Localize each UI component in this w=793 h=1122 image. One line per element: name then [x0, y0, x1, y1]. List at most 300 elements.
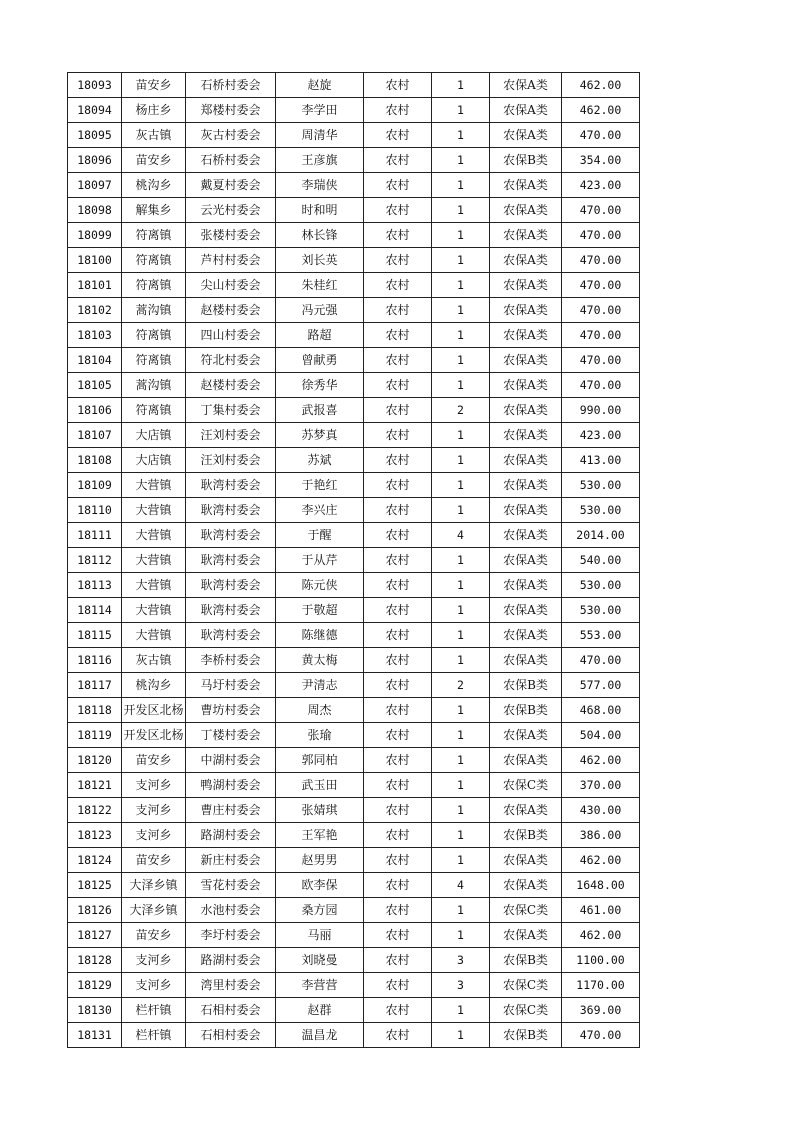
table-row: [68, 523, 640, 548]
record-id-cell: 18115: [68, 623, 122, 648]
name-cell: 苏斌: [276, 448, 364, 473]
township-cell: 桃沟乡: [122, 673, 186, 698]
household-count-cell: 1: [432, 1023, 490, 1048]
table-row: [68, 973, 640, 998]
village-committee-cell: 耿湾村委会: [186, 598, 276, 623]
amount-cell: 470.00: [562, 273, 640, 298]
record-id-cell: 18104: [68, 348, 122, 373]
table-row: [68, 573, 640, 598]
name-cell: 张瑜: [276, 723, 364, 748]
name-cell: 陈元侠: [276, 573, 364, 598]
name-cell: 张婧琪: [276, 798, 364, 823]
name-cell: 时和明: [276, 198, 364, 223]
township-cell: 支河乡: [122, 948, 186, 973]
table-row: [68, 848, 640, 873]
township-cell: 开发区北杨: [122, 723, 186, 748]
township-cell: 符离镇: [122, 398, 186, 423]
township-cell: 支河乡: [122, 823, 186, 848]
name-cell: 于敬超: [276, 598, 364, 623]
area-type-cell: 农村: [364, 398, 432, 423]
household-count-cell: 3: [432, 948, 490, 973]
amount-cell: 1648.00: [562, 873, 640, 898]
area-type-cell: 农村: [364, 148, 432, 173]
amount-cell: 504.00: [562, 723, 640, 748]
table-row: [68, 423, 640, 448]
record-id-cell: 18114: [68, 598, 122, 623]
table-row: [68, 648, 640, 673]
record-id-cell: 18127: [68, 923, 122, 948]
record-id-cell: 18100: [68, 248, 122, 273]
name-cell: 周清华: [276, 123, 364, 148]
township-cell: 灰古镇: [122, 123, 186, 148]
amount-cell: 462.00: [562, 98, 640, 123]
household-count-cell: 2: [432, 398, 490, 423]
village-committee-cell: 路湖村委会: [186, 823, 276, 848]
name-cell: 路超: [276, 323, 364, 348]
table-row: [68, 298, 640, 323]
household-count-cell: 1: [432, 73, 490, 98]
insurance-category-cell: 农保A类: [490, 648, 562, 673]
name-cell: 黄太梅: [276, 648, 364, 673]
name-cell: 武玉田: [276, 773, 364, 798]
area-type-cell: 农村: [364, 948, 432, 973]
area-type-cell: 农村: [364, 1023, 432, 1048]
household-count-cell: 4: [432, 523, 490, 548]
amount-cell: 413.00: [562, 448, 640, 473]
table-row: [68, 923, 640, 948]
household-count-cell: 1: [432, 848, 490, 873]
name-cell: 尹清志: [276, 673, 364, 698]
insurance-category-cell: 农保A类: [490, 748, 562, 773]
record-id-cell: 18123: [68, 823, 122, 848]
insurance-category-cell: 农保A类: [490, 598, 562, 623]
area-type-cell: 农村: [364, 273, 432, 298]
area-type-cell: 农村: [364, 773, 432, 798]
name-cell: 马丽: [276, 923, 364, 948]
township-cell: 苗安乡: [122, 748, 186, 773]
area-type-cell: 农村: [364, 548, 432, 573]
insurance-category-cell: 农保B类: [490, 823, 562, 848]
village-committee-cell: 鸭湖村委会: [186, 773, 276, 798]
township-cell: 蒿沟镇: [122, 298, 186, 323]
name-cell: 王彦旗: [276, 148, 364, 173]
household-count-cell: 3: [432, 973, 490, 998]
name-cell: 徐秀华: [276, 373, 364, 398]
table-row: [68, 398, 640, 423]
record-id-cell: 18103: [68, 323, 122, 348]
area-type-cell: 农村: [364, 748, 432, 773]
amount-cell: 462.00: [562, 848, 640, 873]
table-row: [68, 773, 640, 798]
township-cell: 大营镇: [122, 498, 186, 523]
area-type-cell: 农村: [364, 423, 432, 448]
amount-cell: 470.00: [562, 198, 640, 223]
village-committee-cell: 耿湾村委会: [186, 498, 276, 523]
village-committee-cell: 石桥村委会: [186, 148, 276, 173]
household-count-cell: 1: [432, 173, 490, 198]
township-cell: 蒿沟镇: [122, 373, 186, 398]
village-committee-cell: 耿湾村委会: [186, 523, 276, 548]
insurance-category-cell: 农保A类: [490, 198, 562, 223]
insurance-category-cell: 农保A类: [490, 873, 562, 898]
area-type-cell: 农村: [364, 498, 432, 523]
table-row: [68, 173, 640, 198]
amount-cell: 530.00: [562, 498, 640, 523]
insurance-category-cell: 农保A类: [490, 373, 562, 398]
record-id-cell: 18110: [68, 498, 122, 523]
record-id-cell: 18108: [68, 448, 122, 473]
area-type-cell: 农村: [364, 723, 432, 748]
name-cell: 苏梦真: [276, 423, 364, 448]
area-type-cell: 农村: [364, 598, 432, 623]
record-id-cell: 18094: [68, 98, 122, 123]
insurance-category-cell: 农保A类: [490, 723, 562, 748]
amount-cell: 423.00: [562, 173, 640, 198]
amount-cell: 2014.00: [562, 523, 640, 548]
household-count-cell: 1: [432, 823, 490, 848]
name-cell: 赵群: [276, 998, 364, 1023]
name-cell: 林长锋: [276, 223, 364, 248]
household-count-cell: 1: [432, 473, 490, 498]
insurance-category-cell: 农保A类: [490, 423, 562, 448]
name-cell: 赵男男: [276, 848, 364, 873]
insurance-category-cell: 农保B类: [490, 1023, 562, 1048]
record-id-cell: 18098: [68, 198, 122, 223]
area-type-cell: 农村: [364, 823, 432, 848]
household-count-cell: 1: [432, 498, 490, 523]
village-committee-cell: 石相村委会: [186, 998, 276, 1023]
township-cell: 符离镇: [122, 273, 186, 298]
household-count-cell: 1: [432, 373, 490, 398]
table-row: [68, 248, 640, 273]
amount-cell: 370.00: [562, 773, 640, 798]
area-type-cell: 农村: [364, 898, 432, 923]
village-committee-cell: 汪刘村委会: [186, 448, 276, 473]
insurance-category-cell: 农保C类: [490, 898, 562, 923]
record-id-cell: 18107: [68, 423, 122, 448]
insurance-category-cell: 农保A类: [490, 398, 562, 423]
household-count-cell: 1: [432, 898, 490, 923]
township-cell: 苗安乡: [122, 148, 186, 173]
household-count-cell: 1: [432, 323, 490, 348]
table-row: [68, 73, 640, 98]
amount-cell: 470.00: [562, 123, 640, 148]
amount-cell: 354.00: [562, 148, 640, 173]
name-cell: 刘晓曼: [276, 948, 364, 973]
insurance-category-cell: 农保A类: [490, 473, 562, 498]
record-id-cell: 18095: [68, 123, 122, 148]
area-type-cell: 农村: [364, 848, 432, 873]
village-committee-cell: 灰古村委会: [186, 123, 276, 148]
amount-cell: 430.00: [562, 798, 640, 823]
insurance-category-cell: 农保A类: [490, 123, 562, 148]
amount-cell: 468.00: [562, 698, 640, 723]
village-committee-cell: 马圩村委会: [186, 673, 276, 698]
insurance-category-cell: 农保A类: [490, 523, 562, 548]
household-count-cell: 1: [432, 648, 490, 673]
record-id-cell: 18126: [68, 898, 122, 923]
township-cell: 符离镇: [122, 323, 186, 348]
village-committee-cell: 曹庄村委会: [186, 798, 276, 823]
table-row: [68, 123, 640, 148]
table-row: [68, 798, 640, 823]
insurance-category-cell: 农保A类: [490, 848, 562, 873]
township-cell: 栏杆镇: [122, 1023, 186, 1048]
household-count-cell: 1: [432, 748, 490, 773]
village-committee-cell: 耿湾村委会: [186, 548, 276, 573]
household-count-cell: 1: [432, 348, 490, 373]
name-cell: 陈继德: [276, 623, 364, 648]
household-count-cell: 1: [432, 198, 490, 223]
table-row: [68, 198, 640, 223]
record-id-cell: 18116: [68, 648, 122, 673]
household-count-cell: 1: [432, 723, 490, 748]
amount-cell: 461.00: [562, 898, 640, 923]
roster-table: [67, 72, 640, 1048]
township-cell: 苗安乡: [122, 923, 186, 948]
village-committee-cell: 耿湾村委会: [186, 623, 276, 648]
record-id-cell: 18096: [68, 148, 122, 173]
township-cell: 大泽乡镇: [122, 898, 186, 923]
township-cell: 大营镇: [122, 523, 186, 548]
area-type-cell: 农村: [364, 573, 432, 598]
household-count-cell: 1: [432, 423, 490, 448]
record-id-cell: 18118: [68, 698, 122, 723]
table-row: [68, 98, 640, 123]
area-type-cell: 农村: [364, 298, 432, 323]
household-count-cell: 1: [432, 998, 490, 1023]
name-cell: 于艳红: [276, 473, 364, 498]
village-committee-cell: 新庄村委会: [186, 848, 276, 873]
insurance-category-cell: 农保B类: [490, 148, 562, 173]
amount-cell: 470.00: [562, 1023, 640, 1048]
name-cell: 刘长英: [276, 248, 364, 273]
amount-cell: 1100.00: [562, 948, 640, 973]
area-type-cell: 农村: [364, 348, 432, 373]
area-type-cell: 农村: [364, 73, 432, 98]
insurance-category-cell: 农保A类: [490, 623, 562, 648]
township-cell: 符离镇: [122, 223, 186, 248]
township-cell: 支河乡: [122, 973, 186, 998]
name-cell: 冯元强: [276, 298, 364, 323]
household-count-cell: 1: [432, 123, 490, 148]
village-committee-cell: 符北村委会: [186, 348, 276, 373]
amount-cell: 530.00: [562, 573, 640, 598]
area-type-cell: 农村: [364, 923, 432, 948]
insurance-category-cell: 农保B类: [490, 948, 562, 973]
table-row: [68, 473, 640, 498]
name-cell: 郭同柏: [276, 748, 364, 773]
household-count-cell: 1: [432, 148, 490, 173]
insurance-category-cell: 农保C类: [490, 998, 562, 1023]
village-committee-cell: 四山村委会: [186, 323, 276, 348]
amount-cell: 423.00: [562, 423, 640, 448]
township-cell: 大泽乡镇: [122, 873, 186, 898]
household-count-cell: 1: [432, 248, 490, 273]
name-cell: 武报喜: [276, 398, 364, 423]
name-cell: 赵旋: [276, 73, 364, 98]
village-committee-cell: 中湖村委会: [186, 748, 276, 773]
insurance-category-cell: 农保C类: [490, 773, 562, 798]
household-count-cell: 1: [432, 798, 490, 823]
record-id-cell: 18117: [68, 673, 122, 698]
area-type-cell: 农村: [364, 873, 432, 898]
record-id-cell: 18106: [68, 398, 122, 423]
area-type-cell: 农村: [364, 623, 432, 648]
record-id-cell: 18131: [68, 1023, 122, 1048]
insurance-category-cell: 农保A类: [490, 348, 562, 373]
township-cell: 开发区北杨: [122, 698, 186, 723]
household-count-cell: 1: [432, 273, 490, 298]
village-committee-cell: 汪刘村委会: [186, 423, 276, 448]
area-type-cell: 农村: [364, 448, 432, 473]
insurance-category-cell: 农保A类: [490, 923, 562, 948]
village-committee-cell: 云光村委会: [186, 198, 276, 223]
table-row: [68, 348, 640, 373]
table-row: [68, 498, 640, 523]
household-count-cell: 4: [432, 873, 490, 898]
area-type-cell: 农村: [364, 123, 432, 148]
area-type-cell: 农村: [364, 523, 432, 548]
household-count-cell: 1: [432, 98, 490, 123]
table-row: [68, 748, 640, 773]
township-cell: 大店镇: [122, 423, 186, 448]
record-id-cell: 18122: [68, 798, 122, 823]
household-count-cell: 1: [432, 623, 490, 648]
amount-cell: 470.00: [562, 648, 640, 673]
village-committee-cell: 曹坊村委会: [186, 698, 276, 723]
village-committee-cell: 李圩村委会: [186, 923, 276, 948]
household-count-cell: 1: [432, 573, 490, 598]
township-cell: 大营镇: [122, 548, 186, 573]
amount-cell: 386.00: [562, 823, 640, 848]
insurance-category-cell: 农保A类: [490, 73, 562, 98]
village-committee-cell: 芦村村委会: [186, 248, 276, 273]
amount-cell: 530.00: [562, 598, 640, 623]
record-id-cell: 18113: [68, 573, 122, 598]
village-committee-cell: 丁集村委会: [186, 398, 276, 423]
amount-cell: 470.00: [562, 248, 640, 273]
name-cell: 欧李保: [276, 873, 364, 898]
insurance-category-cell: 农保A类: [490, 248, 562, 273]
table-row: [68, 873, 640, 898]
amount-cell: 462.00: [562, 748, 640, 773]
household-count-cell: 1: [432, 548, 490, 573]
area-type-cell: 农村: [364, 973, 432, 998]
name-cell: 于醒: [276, 523, 364, 548]
household-count-cell: 1: [432, 773, 490, 798]
amount-cell: 470.00: [562, 348, 640, 373]
township-cell: 大营镇: [122, 623, 186, 648]
table-row: [68, 273, 640, 298]
amount-cell: 577.00: [562, 673, 640, 698]
insurance-category-cell: 农保B类: [490, 673, 562, 698]
area-type-cell: 农村: [364, 998, 432, 1023]
record-id-cell: 18109: [68, 473, 122, 498]
area-type-cell: 农村: [364, 198, 432, 223]
village-committee-cell: 郑楼村委会: [186, 98, 276, 123]
village-committee-cell: 石桥村委会: [186, 73, 276, 98]
record-id-cell: 18102: [68, 298, 122, 323]
record-id-cell: 18130: [68, 998, 122, 1023]
area-type-cell: 农村: [364, 98, 432, 123]
village-committee-cell: 赵楼村委会: [186, 298, 276, 323]
township-cell: 解集乡: [122, 198, 186, 223]
area-type-cell: 农村: [364, 798, 432, 823]
record-id-cell: 18120: [68, 748, 122, 773]
table-row: [68, 823, 640, 848]
area-type-cell: 农村: [364, 698, 432, 723]
insurance-category-cell: 农保A类: [490, 548, 562, 573]
area-type-cell: 农村: [364, 648, 432, 673]
amount-cell: 462.00: [562, 73, 640, 98]
table-row: [68, 948, 640, 973]
household-count-cell: 1: [432, 448, 490, 473]
township-cell: 杨庄乡: [122, 98, 186, 123]
record-id-cell: 18112: [68, 548, 122, 573]
table-row: [68, 998, 640, 1023]
amount-cell: 1170.00: [562, 973, 640, 998]
table-row: [68, 698, 640, 723]
amount-cell: 990.00: [562, 398, 640, 423]
township-cell: 符离镇: [122, 248, 186, 273]
table-row: [68, 623, 640, 648]
area-type-cell: 农村: [364, 373, 432, 398]
record-id-cell: 18099: [68, 223, 122, 248]
insurance-category-cell: 农保A类: [490, 173, 562, 198]
area-type-cell: 农村: [364, 223, 432, 248]
record-id-cell: 18119: [68, 723, 122, 748]
village-committee-cell: 路湖村委会: [186, 948, 276, 973]
township-cell: 大营镇: [122, 573, 186, 598]
village-committee-cell: 石相村委会: [186, 1023, 276, 1048]
township-cell: 大店镇: [122, 448, 186, 473]
household-count-cell: 1: [432, 298, 490, 323]
insurance-category-cell: 农保A类: [490, 573, 562, 598]
insurance-category-cell: 农保A类: [490, 223, 562, 248]
insurance-category-cell: 农保A类: [490, 298, 562, 323]
amount-cell: 540.00: [562, 548, 640, 573]
insurance-category-cell: 农保A类: [490, 273, 562, 298]
name-cell: 于从芹: [276, 548, 364, 573]
area-type-cell: 农村: [364, 323, 432, 348]
record-id-cell: 18111: [68, 523, 122, 548]
record-id-cell: 18097: [68, 173, 122, 198]
name-cell: 李营营: [276, 973, 364, 998]
name-cell: 曾献勇: [276, 348, 364, 373]
village-committee-cell: 张楼村委会: [186, 223, 276, 248]
village-committee-cell: 雪花村委会: [186, 873, 276, 898]
table-row: [68, 673, 640, 698]
amount-cell: 530.00: [562, 473, 640, 498]
area-type-cell: 农村: [364, 673, 432, 698]
township-cell: 大营镇: [122, 473, 186, 498]
amount-cell: 470.00: [562, 223, 640, 248]
record-id-cell: 18121: [68, 773, 122, 798]
record-id-cell: 18128: [68, 948, 122, 973]
record-id-cell: 18125: [68, 873, 122, 898]
village-committee-cell: 耿湾村委会: [186, 473, 276, 498]
amount-cell: 462.00: [562, 923, 640, 948]
insurance-category-cell: 农保A类: [490, 498, 562, 523]
village-committee-cell: 水池村委会: [186, 898, 276, 923]
household-count-cell: 1: [432, 598, 490, 623]
insurance-category-cell: 农保A类: [490, 98, 562, 123]
name-cell: 桑方园: [276, 898, 364, 923]
area-type-cell: 农村: [364, 473, 432, 498]
name-cell: 温昌龙: [276, 1023, 364, 1048]
name-cell: 周杰: [276, 698, 364, 723]
